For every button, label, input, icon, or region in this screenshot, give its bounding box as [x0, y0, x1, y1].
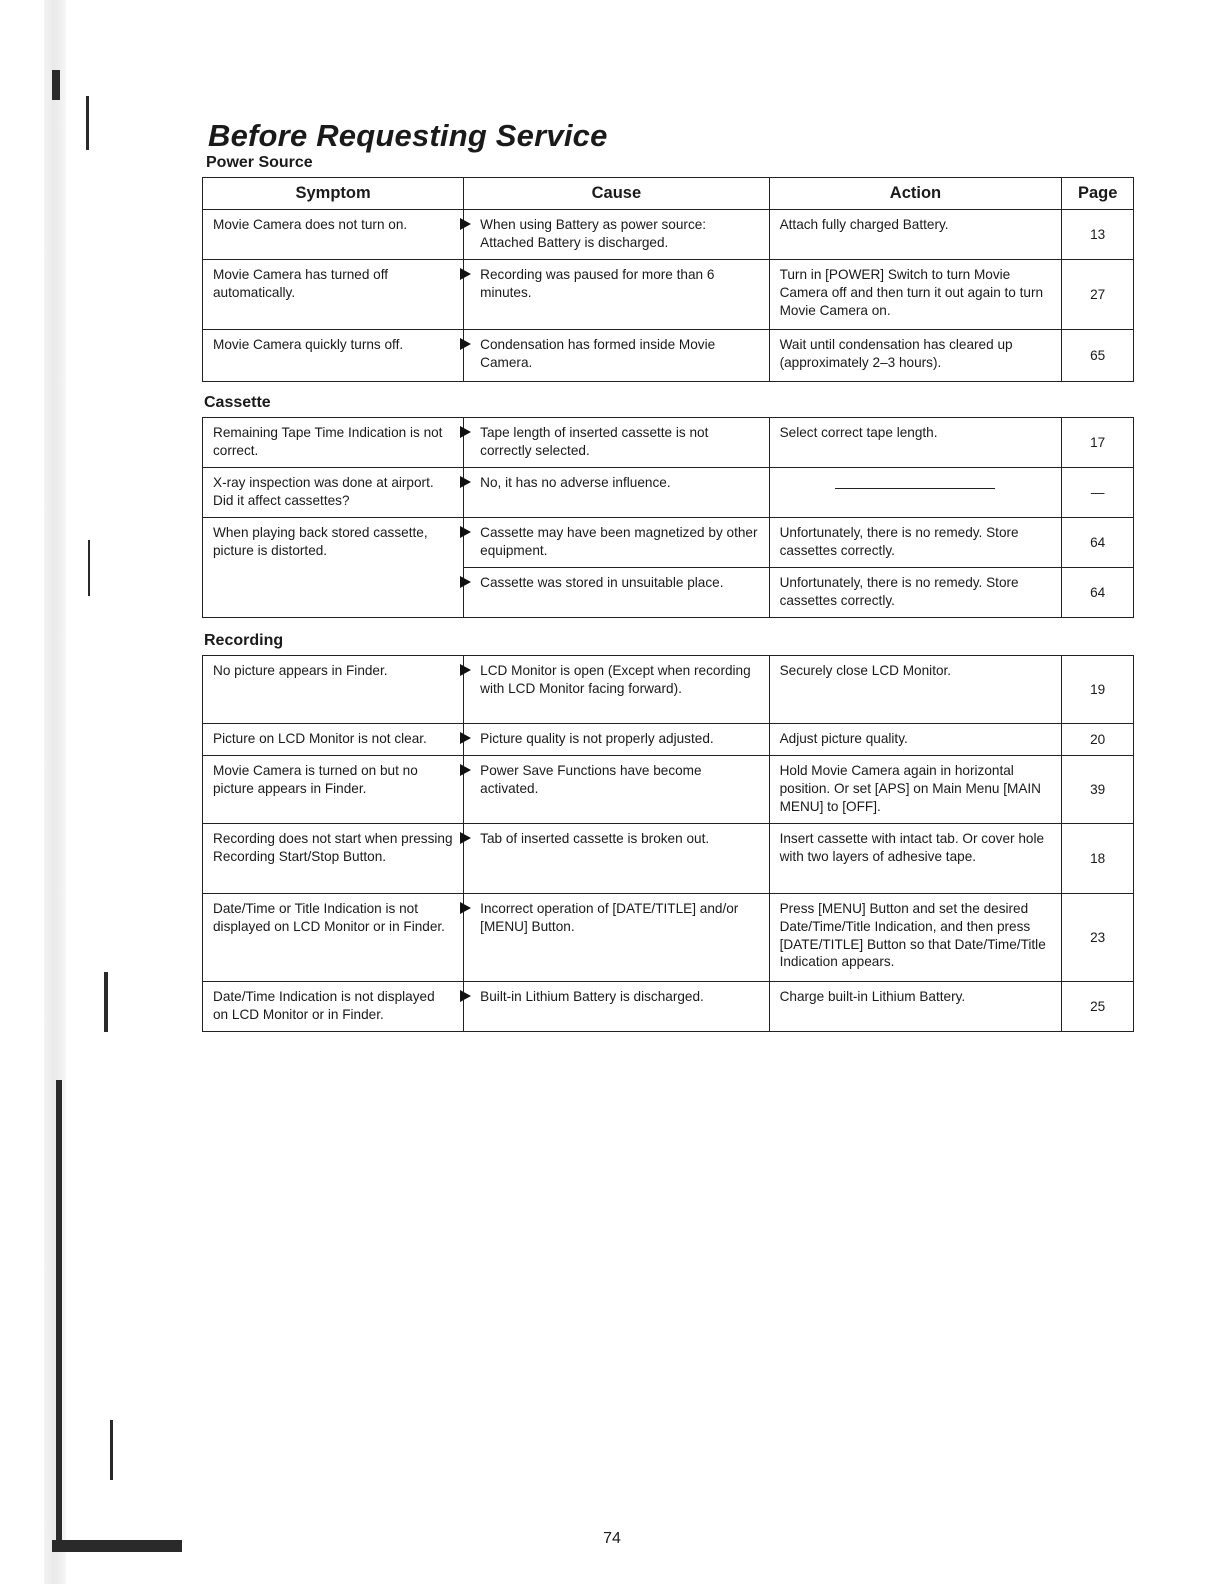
page-cell: 25: [1062, 982, 1134, 1032]
cause-text: Built-in Lithium Battery is discharged.: [480, 989, 704, 1005]
action-cell: Securely close LCD Monitor.: [769, 656, 1062, 724]
page-cell: 23: [1062, 894, 1134, 982]
pointer-arrow-icon: [460, 338, 471, 350]
table-row: [203, 468, 1134, 518]
page-cell: 17: [1062, 418, 1134, 468]
action-cell: Charge built-in Lithium Battery.: [769, 982, 1062, 1032]
scan-mark: [110, 1420, 113, 1480]
cause-cell: [464, 756, 769, 824]
cause-cell: [464, 330, 769, 382]
cause-cell: [464, 260, 769, 330]
page-cell: 27: [1062, 260, 1134, 330]
cause-cell: [464, 468, 769, 518]
table-row: [203, 260, 1134, 330]
cause-cell: [464, 568, 769, 618]
symptom-cell: Date/Time Indication is not displayed on LCD Monitor or in Finder.: [203, 982, 464, 1032]
pointer-arrow-icon: [460, 426, 471, 438]
pointer-arrow-icon: [460, 526, 471, 538]
cause-cell: [464, 418, 769, 468]
cause-cell: [464, 824, 769, 894]
pointer-arrow-icon: [460, 218, 471, 230]
cassette-table: [202, 417, 1134, 618]
document-page: [196, 118, 1136, 1032]
symptom-cell: Remaining Tape Time Indication is not correct.: [203, 418, 464, 468]
pointer-arrow-icon: [460, 764, 471, 776]
header-action: Action: [769, 178, 1062, 210]
header-page: Page: [1062, 178, 1134, 210]
cause-text: Condensation has formed inside Movie Camera.: [480, 337, 716, 371]
page-cell: 64: [1062, 518, 1134, 568]
pointer-arrow-icon: [460, 268, 471, 280]
page-cell: 64: [1062, 568, 1134, 618]
page-cell: 19: [1062, 656, 1134, 724]
cause-cell: [464, 518, 769, 568]
cause-text: Cassette was stored in unsuitable place.: [480, 575, 724, 591]
no-action-dash: [835, 488, 995, 489]
scan-mark: [86, 96, 89, 150]
cause-text: LCD Monitor is open (Except when recording with LCD Monitor facing forward).: [480, 663, 751, 697]
symptom-cell: Date/Time or Title Indication is not displayed on LCD Monitor or in Finder.: [203, 894, 464, 982]
table-row: [203, 724, 1134, 756]
pointer-arrow-icon: [460, 902, 471, 914]
page-cell: 18: [1062, 824, 1134, 894]
symptom-cell: Movie Camera does not turn on.: [203, 210, 464, 260]
pointer-arrow-icon: [460, 576, 471, 588]
scan-mark: [52, 70, 60, 100]
symptom-cell: When playing back stored cassette, picture is distorted.: [203, 518, 464, 618]
section-power-source: Power Source: [206, 154, 313, 171]
cause-text: Power Save Functions have become activated.: [480, 763, 702, 797]
cause-cell: [464, 656, 769, 724]
pointer-arrow-icon: [460, 732, 471, 744]
header-symptom: Symptom: [203, 178, 464, 210]
table-row: [203, 418, 1134, 468]
pointer-arrow-icon: [460, 832, 471, 844]
page-cell: 13: [1062, 210, 1134, 260]
page-cell: 20: [1062, 724, 1134, 756]
cause-text: Tab of inserted cassette is broken out.: [480, 831, 710, 847]
page-title: Before Requesting Service: [208, 118, 608, 153]
scan-binding-edge: [44, 0, 66, 1584]
table-row: [203, 210, 1134, 260]
header-cause: Cause: [464, 178, 769, 210]
symptom-cell: Movie Camera has turned off automatically.: [203, 260, 464, 330]
cause-text: Picture quality is not properly adjusted.: [480, 731, 714, 747]
page-cell: 65: [1062, 330, 1134, 382]
cause-text: Recording was paused for more than 6 minutes.: [480, 267, 715, 301]
action-cell: [769, 468, 1062, 518]
action-cell: Turn in [POWER] Switch to turn Movie Camera off and then turn it out again to turn Movie Camera on.: [769, 260, 1062, 330]
action-cell: Unfortunately, there is no remedy. Store cassettes correctly.: [769, 518, 1062, 568]
symptom-cell: Recording does not start when pressing Recording Start/Stop Button.: [203, 824, 464, 894]
action-cell: Select correct tape length.: [769, 418, 1062, 468]
action-cell: Insert cassette with intact tab. Or cover hole with two layers of adhesive tape.: [769, 824, 1062, 894]
section-recording: Recording: [204, 632, 284, 650]
section-cassette: Cassette: [204, 394, 271, 412]
pointer-arrow-icon: [460, 664, 471, 676]
table-row: [203, 656, 1134, 724]
scan-mark: [104, 972, 108, 1032]
power-source-table: [202, 177, 1134, 382]
scan-mark: [88, 540, 90, 596]
cause-text: Tape length of inserted cassette is not correctly selected.: [480, 425, 709, 459]
page-cell: —: [1062, 468, 1134, 518]
cause-text: No, it has no adverse influence.: [480, 475, 671, 491]
table-row: [203, 518, 1134, 568]
page-cell: 39: [1062, 756, 1134, 824]
cause-text: Incorrect operation of [DATE/TITLE] and/or [MENU] Button.: [480, 901, 739, 935]
page-number: 74: [603, 1530, 621, 1547]
action-cell: Wait until condensation has cleared up (approximately 2–3 hours).: [769, 330, 1062, 382]
cause-cell: [464, 894, 769, 982]
pointer-arrow-icon: [460, 476, 471, 488]
recording-table: [202, 655, 1134, 1032]
table-row: [203, 824, 1134, 894]
action-cell: Press [MENU] Button and set the desired Date/Time/Title Indication, and then press [DATE/TITLE] Button so that Date/Time/Title Indication appears.: [769, 894, 1062, 982]
cause-text: Cassette may have been magnetized by other equipment.: [480, 525, 758, 559]
symptom-cell: Movie Camera quickly turns off.: [203, 330, 464, 382]
symptom-cell: X-ray inspection was done at airport. Did it affect cassettes?: [203, 468, 464, 518]
table-row: [203, 330, 1134, 382]
table-header-row: [203, 178, 1134, 210]
action-cell: Hold Movie Camera again in horizontal position. Or set [APS] on Main Menu [MAIN MENU] to [OFF].: [769, 756, 1062, 824]
action-cell: Adjust picture quality.: [769, 724, 1062, 756]
cause-text: When using Battery as power source: Attached Battery is discharged.: [480, 217, 707, 251]
action-cell: Attach fully charged Battery.: [769, 210, 1062, 260]
pointer-arrow-icon: [460, 990, 471, 1002]
cause-cell: [464, 982, 769, 1032]
action-cell: Unfortunately, there is no remedy. Store cassettes correctly.: [769, 568, 1062, 618]
symptom-cell: No picture appears in Finder.: [203, 656, 464, 724]
symptom-cell: Picture on LCD Monitor is not clear.: [203, 724, 464, 756]
symptom-cell: Movie Camera is turned on but no picture appears in Finder.: [203, 756, 464, 824]
cause-cell: [464, 210, 769, 260]
table-row: [203, 982, 1134, 1032]
table-row: [203, 894, 1134, 982]
scan-mark: [56, 1080, 62, 1540]
table-row: [203, 756, 1134, 824]
cause-cell: [464, 724, 769, 756]
